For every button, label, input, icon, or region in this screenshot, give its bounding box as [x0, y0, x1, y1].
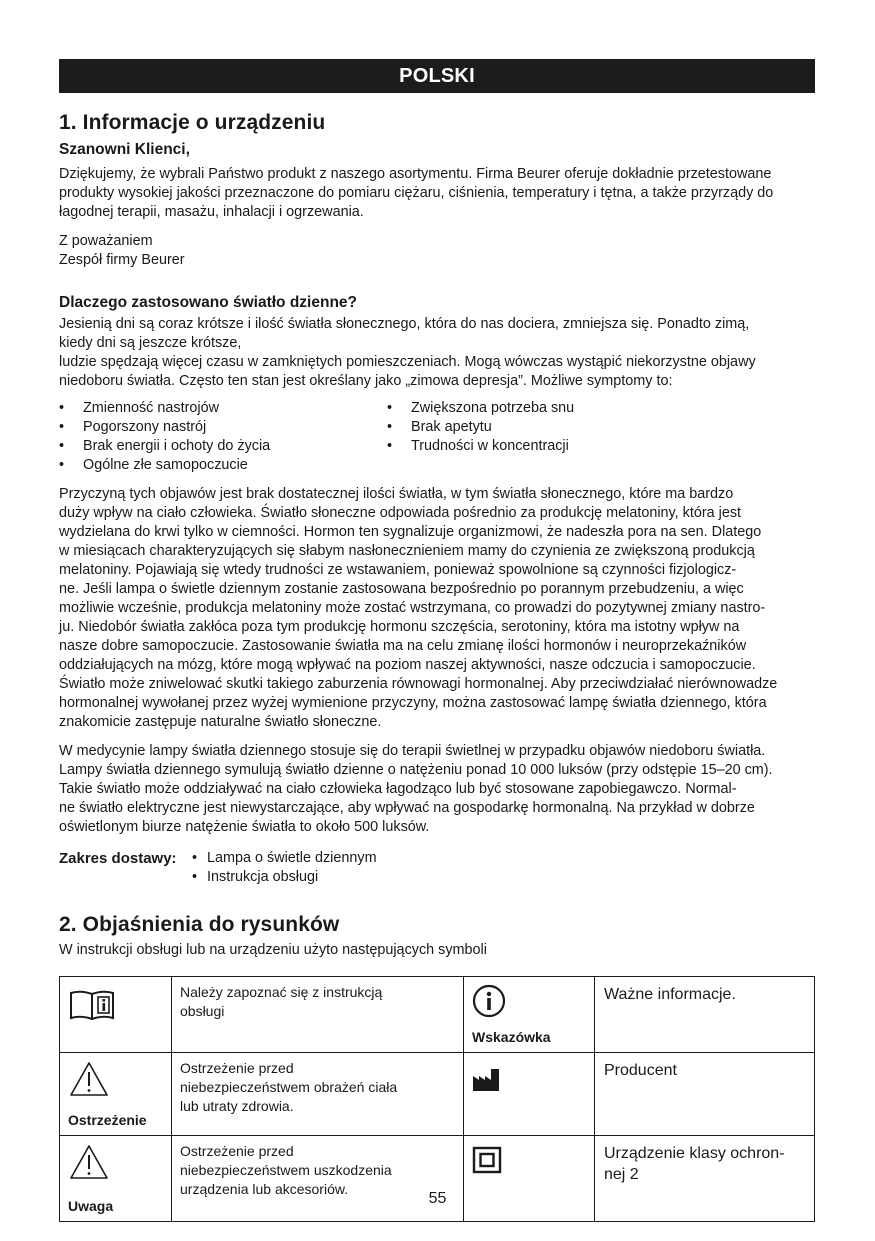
symbol-cell: [464, 1136, 595, 1222]
symptom-list: [59, 399, 815, 475]
symbol-label: Ostrzeżenie: [68, 1112, 147, 1128]
symbol-cell: [464, 977, 595, 1053]
symbol-label: Uwaga: [68, 1198, 114, 1214]
symbol-description: Urządzenie klasy ochron- nej 2: [595, 1136, 815, 1222]
delivery-label: Zakres dostawy:: [59, 850, 177, 867]
manufacturer-icon: [472, 1068, 502, 1092]
symbol-description: Należy zapoznać się z instrukcją obsługi: [172, 977, 464, 1053]
table-row: [60, 977, 815, 1053]
manual-page: [59, 59, 815, 1222]
cause-paragraph: Przyczyną tych objawów jest brak dostatecznej ilości światła, w tym światła słonecznego, które ma bardzo duży wpływ na ciało człowieka. Światło słoneczne odpowiada pośrednio za produkcję melatoniny, która jest wydzielana do krwi tylko w ciemności. Hormon ten sygnalizuje organizmowi, że nadeszła pora na sen. Dlatego w miesiącach charakteryzujących się słabym nasłonecznieniem mamy do czynienia ze zwiększoną produkcją melatoniny. Pojawiają się wtedy trudności ze wstawaniem, ponieważ spowolnione są czynności fizjologicz- ne. Jeśli lampa o świetle dziennym zostanie zastosowana bezpośrednio po porannym przebudzeniu, a więc możliwie wcześnie, produkcja melatoniny może zostać wstrzymana, co prowadzi do pozytywnej zmiany nastro- ju. Niedobór światła zakłóca poza tym produkcję hormonu szczęścia, serotoniny, która ma istotny wpływ na nasze dobre samopoczucie. Zastosowanie światła ma na celu zmianę ilości hormonów i neuroprzekaźników oddziałujących na mózg, które mogą wpływać na poziom naszej aktywności, nasze odczucia i samopoczucie. Światło może zniwelować skutki takiego zaburzenia równowagi hormonalnej. Aby przeciwdziałać nierównowadze hormonalnej wywołanej przez wyżej wymienione przyczyny, można zastosować lampę światła dziennego, która znakomicie zastępuje naturalne światło słoneczne.: [59, 486, 778, 730]
list-item: • Trudności w koncentracji: [387, 437, 574, 456]
section2-title: 2. Objaśnienia do rysunków: [59, 913, 340, 936]
protection-class-2-icon: [472, 1146, 502, 1174]
warning-triangle-icon: [69, 1061, 109, 1097]
symbol-cell: [464, 1053, 595, 1136]
symbol-label: Wskazówka: [472, 1029, 551, 1045]
why-paragraph: Jesienią dni są coraz krótsze i ilość światła słonecznego, która do nas dociera, zmniejsza się. Ponadto zimą, kiedy dni są jeszcze krótsze, ludzie spędzają więcej czasu w zamkniętych pomieszczeniach. Mogą wówczas wystąpić niekorzystne objawy niedoboru światła. Często ten stan jest określany jako „zimowa depresja”. Możliwe symptomy to:: [59, 316, 756, 389]
symbols-table: [59, 976, 815, 1222]
list-item: • Zwiększona potrzeba snu: [387, 399, 574, 418]
section1-title: 1. Informacje o urządzeniu: [59, 111, 326, 134]
list-item: • Zmienność nastrojów: [59, 399, 387, 418]
list-item: • Ogólne złe samopoczucie: [59, 456, 387, 475]
symbol-cell: [60, 977, 172, 1053]
regards: Z poważaniem Zespół firmy Beurer: [59, 233, 185, 268]
intro-paragraph: Dziękujemy, że wybrali Państwo produkt z naszego asortymentu. Firma Beurer oferuje dokładnie przetestowane produkty wysokiej jakości przeznaczone do pomiaru ciężaru, ciśnienia, temperatury i tętna, a także przyrządy do łagodnej terapii, masażu, inhalacji i ogrzewania.: [59, 166, 774, 220]
language-banner: POLSKI: [59, 59, 815, 93]
page-number: 55: [428, 1190, 447, 1207]
why-daylight-heading: Dlaczego zastosowano światło dzienne?: [59, 294, 357, 311]
symbol-description: Ostrzeżenie przed niebezpieczeństwem uszkodzenia urządzenia lub akcesoriów.: [172, 1136, 464, 1222]
greeting: Szanowni Klienci,: [59, 141, 190, 158]
delivery-list: [192, 849, 377, 887]
section2-subtitle: W instrukcji obsługi lub na urządzeniu użyto następujących symboli: [59, 942, 487, 958]
symbol-description: Ostrzeżenie przed niebezpieczeństwem obrażeń ciała lub utraty zdrowia.: [172, 1053, 464, 1136]
symptom-column-2: [387, 399, 574, 475]
list-item: • Pogorszony nastrój: [59, 418, 387, 437]
info-circle-icon: [472, 984, 506, 1018]
list-item: • Instrukcja obsługi: [192, 868, 377, 887]
list-item: • Brak apetytu: [387, 418, 574, 437]
table-row: [60, 1053, 815, 1136]
symbol-description: Producent: [595, 1053, 815, 1136]
table-row: [60, 1136, 815, 1222]
symbol-cell: [60, 1136, 172, 1222]
symptom-column-1: [59, 399, 387, 475]
warning-triangle-icon: [69, 1144, 109, 1180]
symbol-description: Ważne informacje.: [595, 977, 815, 1053]
manual-info-icon: [69, 989, 115, 1021]
medicine-paragraph: W medycynie lampy światła dziennego stosuje się do terapii świetlnej w przypadku objawów niedoboru światła. Lampy światła dziennego symulują światło dzienne o natężeniu ponad 10 000 luksów (przy odstępie 15–20 cm). Takie światło może oddziaływać na ciało człowieka łagodząco lub być stosowane zapobiegawczo. Normal- ne światło elektryczne jest niewystarczające, aby wpływać na gospodarkę hormonalną. Na przykład w dobrze oświetlonym biurze natężenie światła to około 500 luksów.: [59, 743, 773, 835]
symbol-cell: [60, 1053, 172, 1136]
list-item: • Brak energii i ochoty do życia: [59, 437, 387, 456]
delivery-scope: [59, 849, 815, 887]
list-item: • Lampa o świetle dziennym: [192, 849, 377, 868]
